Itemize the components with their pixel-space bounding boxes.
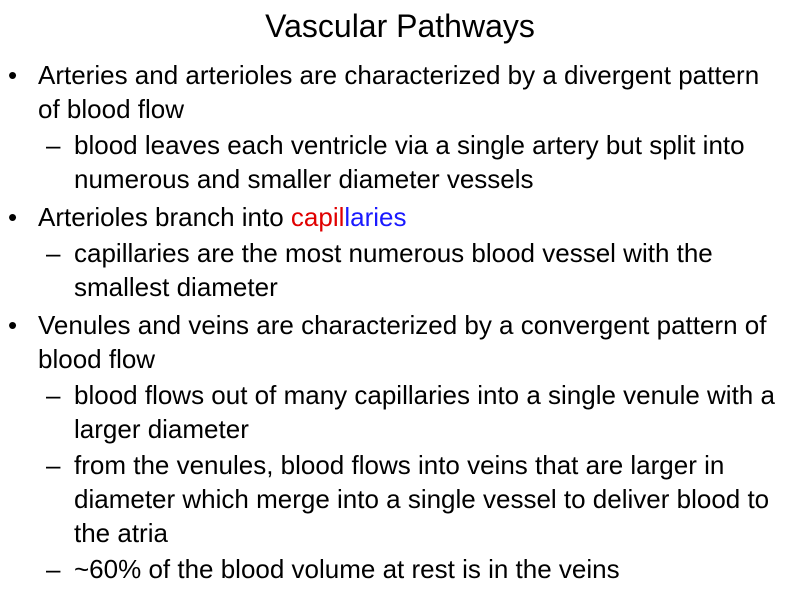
sub-bullet-text: blood flows out of many capillaries into a single venule with a larger diameter xyxy=(74,380,775,444)
bullet-list xyxy=(0,58,800,586)
sub-bullet-blood-volume xyxy=(0,552,790,586)
bullet-arterioles-branch xyxy=(0,200,788,234)
bullet-marker: • xyxy=(8,310,18,340)
sub-bullet-marker: – xyxy=(46,554,61,584)
bullet-marker: • xyxy=(8,60,18,90)
sub-bullet-marker: – xyxy=(46,238,61,268)
sub-bullet-marker: – xyxy=(46,380,61,410)
sub-bullet-marker: – xyxy=(46,130,61,160)
bullet-text: Arteries and arterioles are characterized by a divergent pattern of blood flow xyxy=(38,60,760,124)
highlight-capil: capil xyxy=(290,202,345,232)
sub-bullet-venule-flow xyxy=(0,378,790,446)
bullet-text: Arterioles branch into xyxy=(38,202,291,232)
sub-bullet-text: blood leaves each ventricle via a single artery but split into numerous and smaller diameter vessels xyxy=(74,130,745,194)
bullet-arteries xyxy=(0,58,788,126)
slide-title: Vascular Pathways xyxy=(265,8,535,44)
sub-bullet-text: from the venules, blood flows into veins that are larger in diameter which merge into a single vessel to deliver blood to the atria xyxy=(74,450,770,548)
sub-bullet-veins-merge xyxy=(0,448,790,550)
bullet-marker: • xyxy=(8,202,18,232)
sub-bullet-ventricle-split xyxy=(0,128,790,196)
bullet-venules-veins xyxy=(0,308,788,376)
sub-bullet-marker: – xyxy=(46,450,61,480)
sub-bullet-text: ~60% of the blood volume at rest is in the veins xyxy=(74,554,620,584)
sub-bullet-text: capillaries are the most numerous blood vessel with the smallest diameter xyxy=(74,238,713,302)
highlight-laries: laries xyxy=(344,202,407,232)
sub-bullet-capillaries-numerous xyxy=(0,236,790,304)
bullet-text: Venules and veins are characterized by a convergent pattern of blood flow xyxy=(38,310,767,374)
